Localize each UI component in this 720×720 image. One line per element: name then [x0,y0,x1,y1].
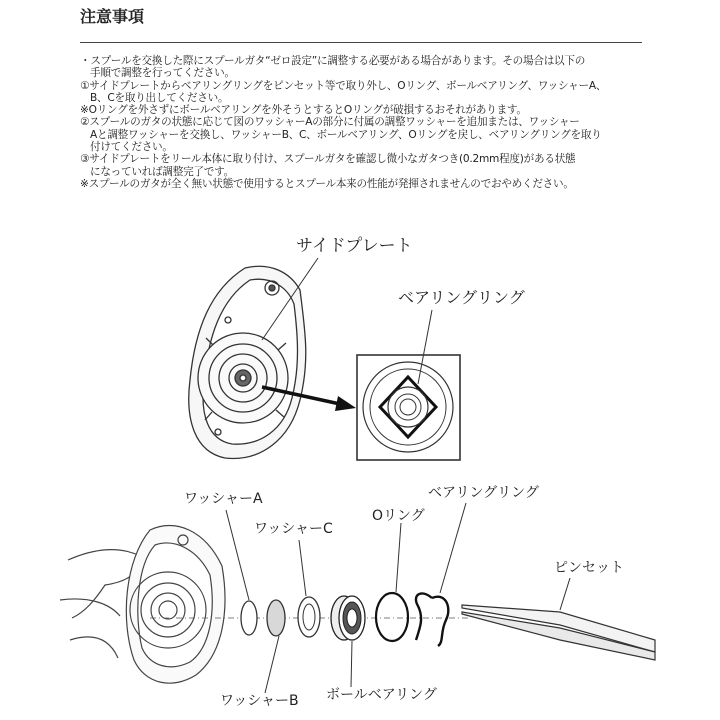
tweezers-label: ピンセット [554,560,624,576]
washer-b-label: ワッシャーB [220,693,299,709]
bearing-ring-part [416,593,448,646]
washer-c-part [298,597,320,637]
note-line: ③サイドプレートをリール本体に取り付け、スプールガタを確認し微小なガタつき(0.2mm程度)がある状態 [80,153,576,166]
note-line: ※スプールのガタが全く無い状態で使用するとスプール本来の性能が発揮されませんのでおやめください。 [80,177,574,190]
o-ring-label: Oリング [372,508,425,524]
o-ring-part [376,593,408,641]
washer-a-part [241,601,257,635]
washer-a-label: ワッシャーA [184,491,263,507]
note-line: 付けてください。 [90,141,173,154]
bearing-ring-label-bottom: ベアリングリング [428,485,539,501]
note-line: ②スプールのガタの状態に応じて図のワッシャーAの部分に付属の調整ワッシャーを追加または、ワッシャー [80,116,580,129]
note-line: ①サイドプレートからベアリングリングをピンセット等で取り外し、Oリング、ボールベアリング、ワッシャーA、 [80,79,607,92]
arrow-head [335,396,356,411]
washer-b-part [267,600,285,636]
note-line: B、Cを取り出してください。 [90,91,229,104]
side-plate-label: サイドプレート [296,236,413,256]
bearing-ring-closeup [357,355,460,460]
hand-with-plate-illustration [60,526,225,684]
note-line: ※Oリングを外さずにボールベアリングを外そうとするとOリングが破損するおそれがあります。 [80,104,527,117]
note-line: ・スプールを交換した際にスプールガタ“ゼロ設定”に調整する必要がある場合があります。その場合は以下の [80,55,586,67]
note-line: になっていれば調整完了です。 [90,165,234,178]
bearing-ring-label-top: ベアリングリング [398,288,525,307]
washer-c-label: ワッシャーC [254,521,333,537]
ball-bearing-label: ボールベアリング [326,687,437,703]
note-line: Aと調整ワッシャーを交換し、ワッシャーB、C、ボールベアリング、Oリングを戻し、ベアリングリングを取り [90,128,602,141]
note-line: 手順で調整を行ってください。 [90,67,235,80]
page-title: 注意事項 [80,7,145,26]
tweezers-illustration [462,605,655,660]
ball-bearing-part [331,596,365,640]
side-plate-illustration [189,266,306,458]
